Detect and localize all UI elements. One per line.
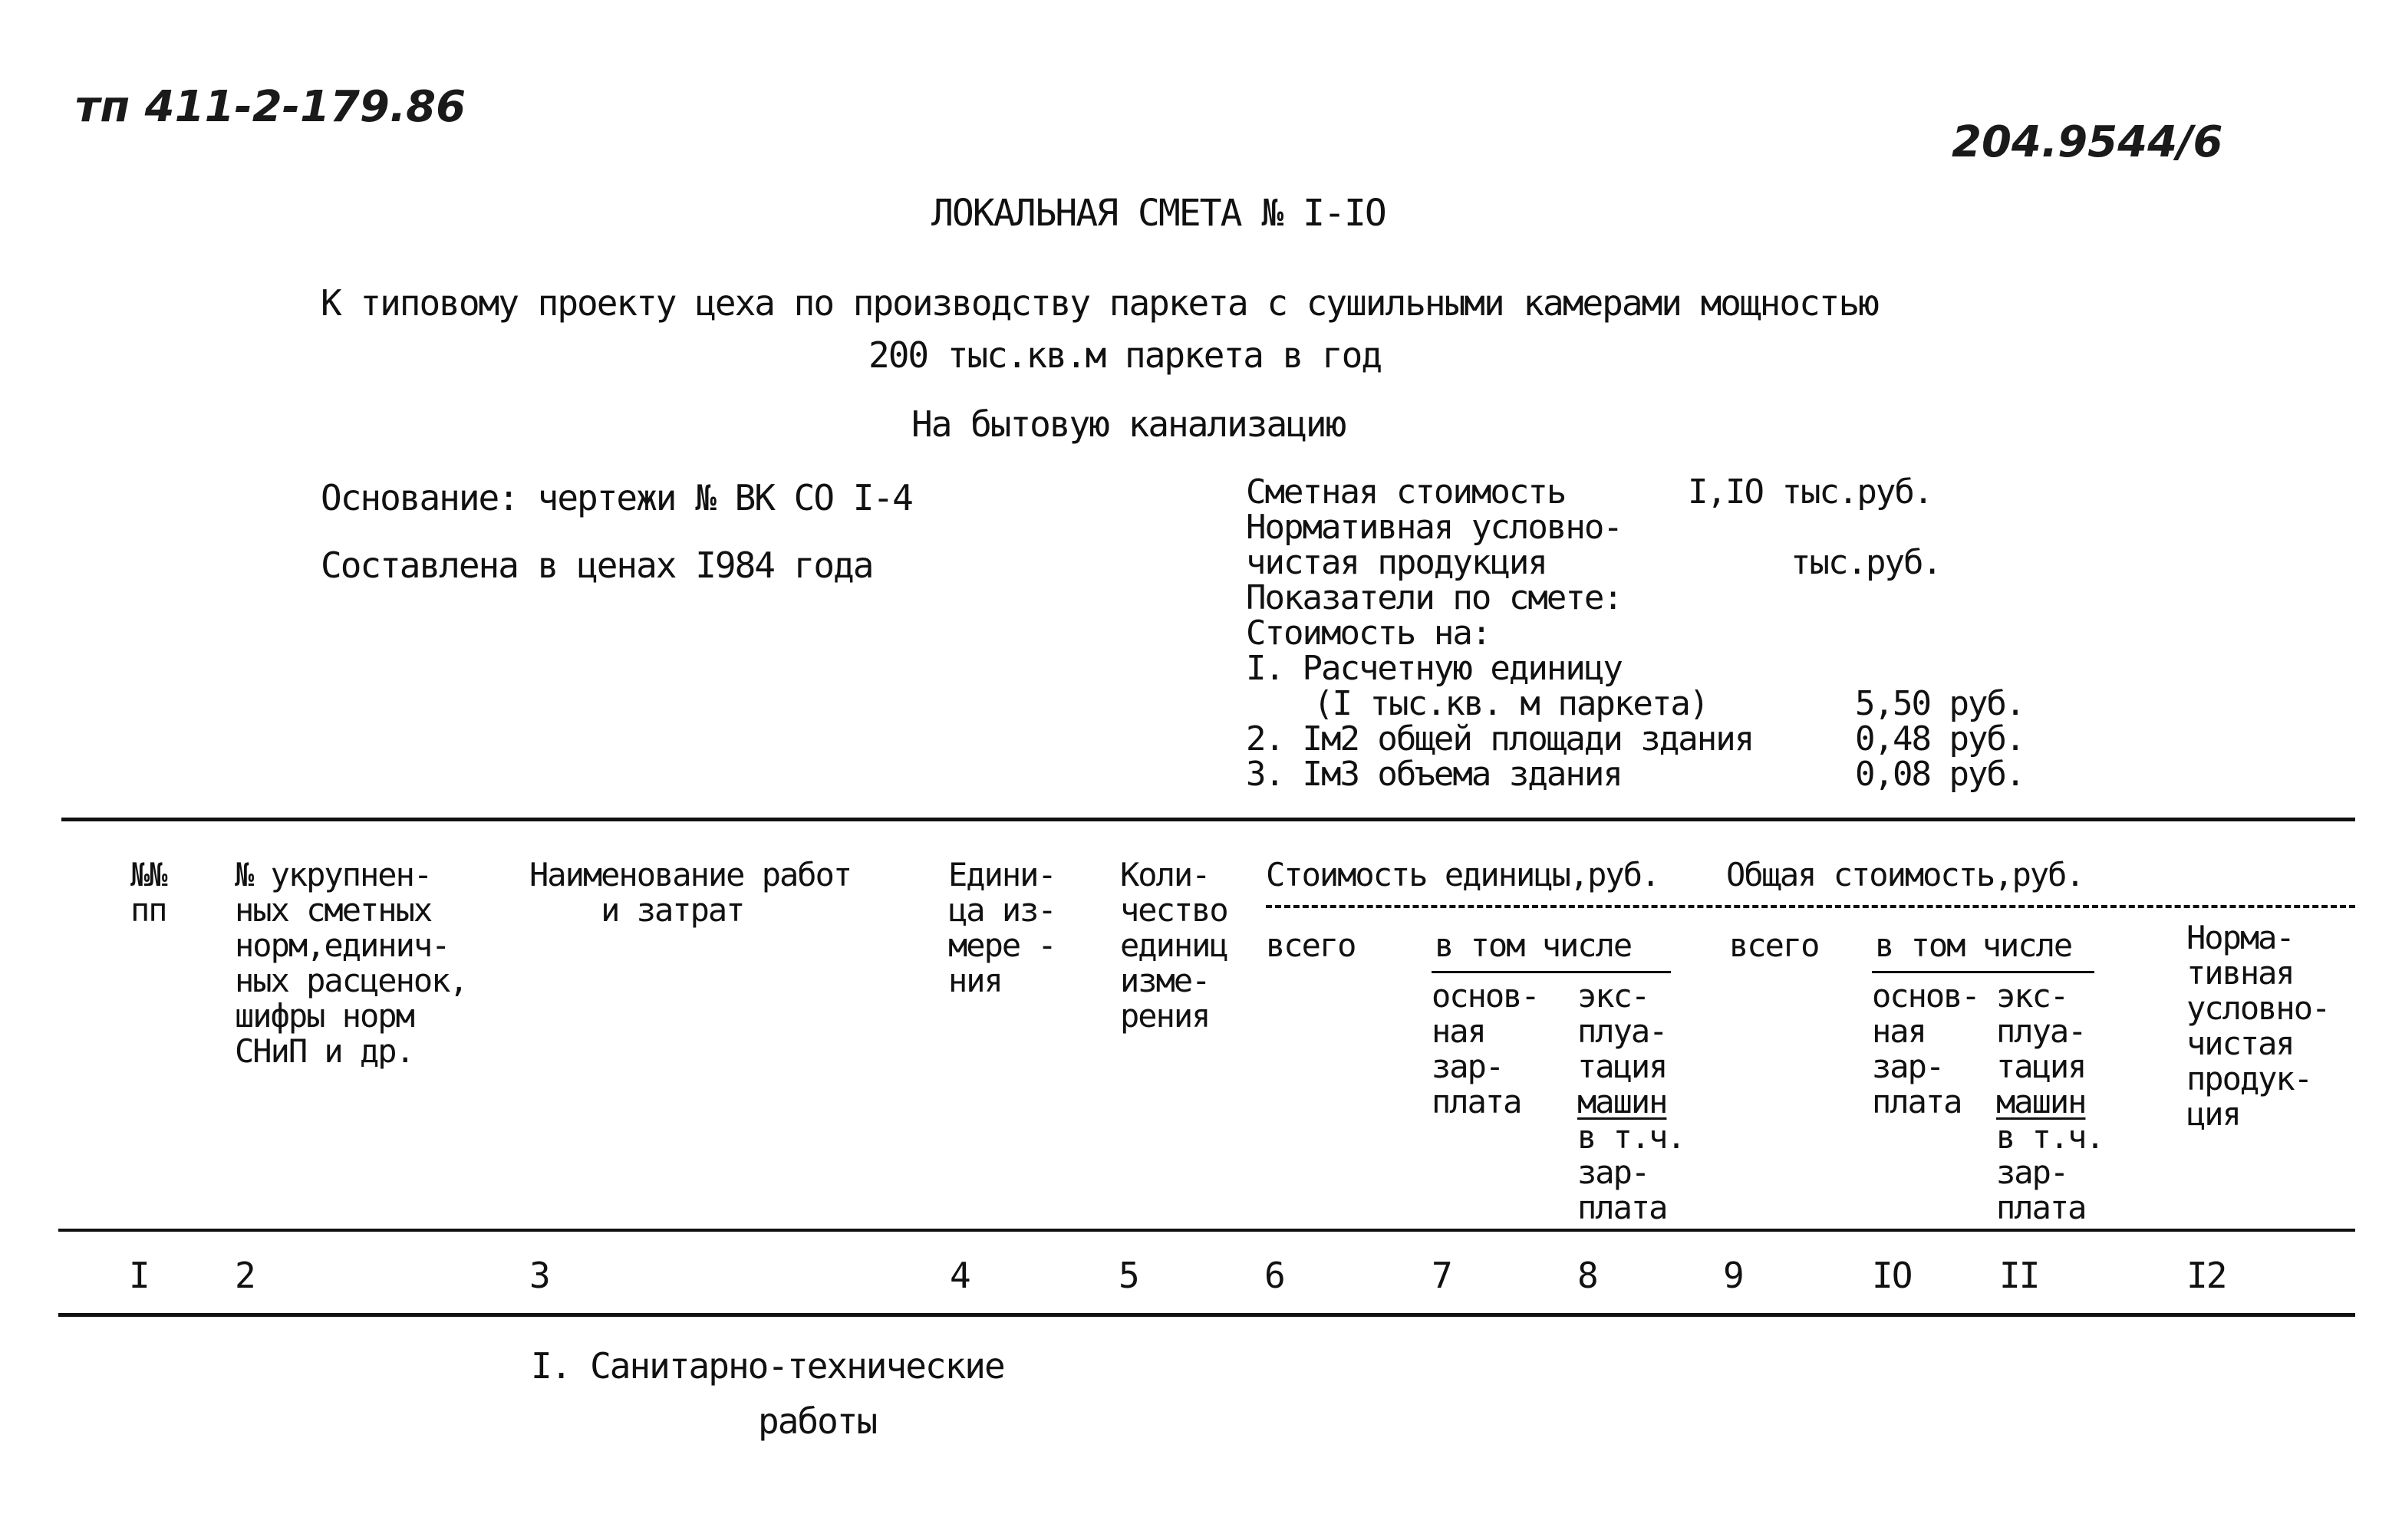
header-total-cost-group: Общая стоимость,руб. — [1726, 856, 2084, 893]
column-numbers-bottom-rule — [58, 1313, 2355, 1317]
header-normative-product: Норма- тивная условно- чистая продук- ция — [2186, 919, 2330, 1133]
section-subject: На бытовую канализацию — [911, 403, 1346, 445]
header-bottom-rule — [58, 1229, 2355, 1232]
column-number: 3 — [529, 1255, 549, 1296]
header-total-including: в том числе — [1875, 926, 2072, 964]
column-number: 2 — [235, 1255, 255, 1296]
column-number: IO — [1872, 1255, 1912, 1296]
header-total-including-rule — [1872, 971, 2094, 973]
header-unit: Едини- ца из- мере - ния — [948, 856, 1056, 999]
prices-year-line: Составлена в ценах I984 года — [321, 545, 873, 586]
cost-value: I,IO тыс.руб. — [1688, 472, 1932, 512]
indicator-1-unit: (I тыс.кв. м паркета) — [1313, 684, 1708, 723]
header-unit-cost-group: Стоимость единицы,руб. — [1266, 856, 1659, 893]
norm-label-2: чистая продукция — [1246, 543, 1547, 582]
column-number: 4 — [950, 1255, 970, 1296]
column-number: II — [1999, 1255, 2039, 1296]
header-unit-total: всего — [1266, 926, 1356, 964]
header-total-total: всего — [1729, 926, 1819, 964]
indicator-1-value: 5,50 руб. — [1855, 684, 2025, 723]
header-unit-including-rule — [1432, 971, 1671, 973]
header-unit-machine-wage: в т.ч. зар- плата — [1577, 1118, 1685, 1226]
header-total-machine: экс- плуа- тация — [1996, 977, 2086, 1085]
subtitle-line-2: 200 тыс.кв.м паркета в год — [868, 334, 1382, 376]
header-work-name: Наименование работ и затрат — [529, 856, 852, 929]
column-number: I — [129, 1255, 149, 1296]
indicator-3-value: 0,08 руб. — [1855, 755, 2025, 794]
cost-on-label: Стоимость на: — [1246, 614, 1491, 653]
subtitle-line-1: К типовому проекту цеха по производству паркета с сушильными камерами мощностью — [321, 282, 1878, 324]
page-title: ЛОКАЛЬНАЯ СМЕТА № I-IO — [931, 192, 1386, 235]
header-unit-basic-wage: основ- ная зар- плата — [1432, 977, 1539, 1120]
column-number: 5 — [1119, 1255, 1138, 1296]
basis-line: Основание: чертежи № ВК СО I-4 — [321, 477, 912, 518]
header-total-machine-b: машин — [1996, 1083, 2086, 1120]
header-row-number: №№ пп — [130, 856, 166, 929]
indicators-label: Показатели по смете: — [1246, 578, 1622, 617]
column-number: 9 — [1723, 1255, 1743, 1296]
column-number: I2 — [2186, 1255, 2226, 1296]
indicator-1-label: I. Расчетную единицу — [1246, 649, 1622, 688]
header-group-divider — [1266, 905, 2355, 908]
indicator-2-value: 0,48 руб. — [1855, 719, 2025, 758]
section-title-continued: работы — [758, 1400, 877, 1442]
column-number: 6 — [1264, 1255, 1284, 1296]
norm-label-1: Нормативная условно- — [1246, 508, 1622, 547]
table-top-rule — [61, 818, 2355, 821]
indicator-2-label: 2. Iм2 общей площади здания — [1246, 719, 1754, 758]
header-unit-machine-b: машин — [1577, 1083, 1667, 1120]
header-norm-codes: № укрупнен- ных сметных норм,единич- ных расценок, шифры норм СНиП и др. — [235, 856, 467, 1070]
column-number: 8 — [1577, 1255, 1597, 1296]
section-title: I. Санитарно-технические — [531, 1345, 1004, 1387]
header-total-basic-wage: основ- ная зар- плата — [1872, 977, 1979, 1120]
document-code: тп 411-2-179.86 — [75, 82, 466, 132]
cost-label: Сметная стоимость — [1246, 472, 1566, 512]
header-quantity: Коли- чество единиц изме- рения — [1120, 856, 1227, 1035]
sheet-number: 204.9544/6 — [1952, 117, 2223, 167]
column-number: 7 — [1432, 1255, 1451, 1296]
norm-value: тыс.руб. — [1791, 543, 1941, 582]
header-unit-including: в том числе — [1435, 926, 1632, 964]
header-unit-machine: экс- плуа- тация — [1577, 977, 1667, 1085]
indicator-3-label: 3. Iм3 объема здания — [1246, 755, 1622, 794]
header-total-machine-wage: в т.ч. зар- плата — [1996, 1118, 2104, 1226]
